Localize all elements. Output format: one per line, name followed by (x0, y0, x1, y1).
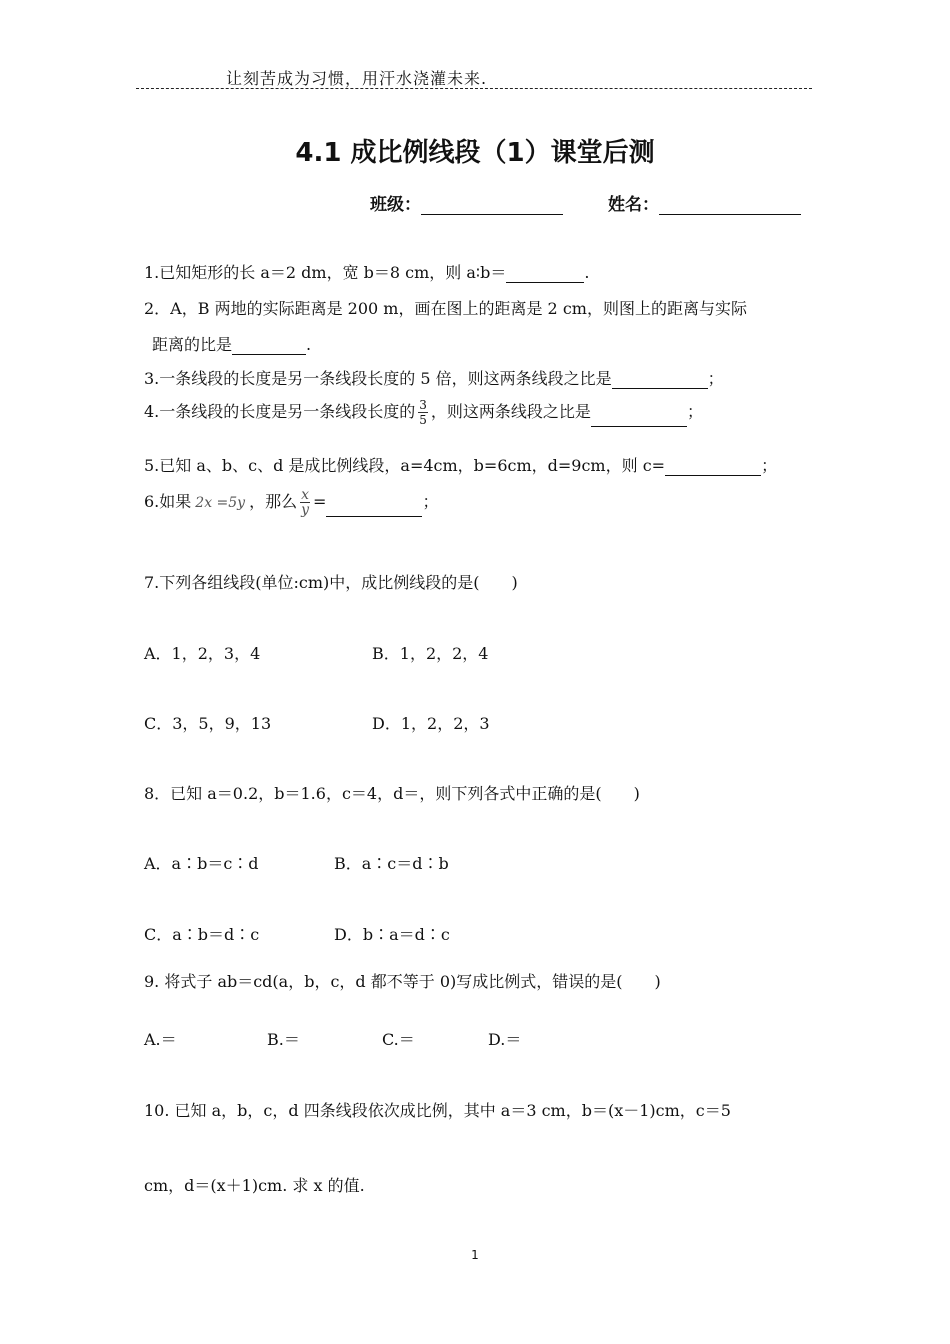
question-4-end: ； (686, 402, 703, 421)
question-1-end: . (584, 263, 590, 282)
question-3 (144, 366, 724, 389)
question-7-option-b[interactable]: B．1，2，2，4 (372, 644, 489, 663)
question-4 (144, 398, 703, 427)
name-label: 姓名： (608, 195, 659, 215)
question-10-line1: 10. 已知 a，b，c，d 四条线段依次成比例，其中 a＝3 cm，b＝(x－1)cm，c＝5 (144, 1101, 731, 1120)
question-8: 8．已知 a＝0.2，b＝1.6，c＝4，d＝，则下列各式中正确的是( ) (144, 784, 640, 803)
question-10-line2: cm，d＝(x＋1)cm. 求 x 的值. (144, 1176, 365, 1195)
class-field (370, 190, 563, 215)
fraction-x-y (300, 488, 310, 517)
fraction-3-5 (418, 398, 428, 427)
fraction-denominator: y (301, 502, 310, 518)
question-2-line1: 2．A，B 两地的实际距离是 200 m，画在图上的距离是 2 cm，则图上的距离与实际 (144, 299, 747, 318)
question-9-option-d[interactable]: D.＝ (488, 1030, 522, 1049)
question-6-end: ； (422, 492, 439, 511)
question-9-option-b[interactable]: B.＝ (267, 1030, 300, 1049)
question-2-end: . (306, 335, 312, 354)
question-4-text-cont: ，则这两条线段之比是 (430, 402, 591, 421)
question-6-text-cont: ，那么 (249, 492, 298, 511)
question-8-option-c[interactable]: C．a∶b＝d∶c (144, 925, 260, 944)
question-6-text: 6.如果 (144, 492, 192, 511)
question-5 (144, 453, 777, 476)
question-9: 9. 将式子 ab＝cd(a，b，c，d 都不等于 0)写成比例式，错误的是( ) (144, 972, 661, 991)
fraction-numerator: x (301, 487, 310, 503)
equals-sign: = (313, 492, 327, 511)
header-motto: 让刻苦成为习惯，用汗水浇灌未来. (226, 69, 488, 88)
question-7-option-d[interactable]: D．1，2，2，3 (372, 714, 490, 733)
name-blank[interactable] (659, 196, 801, 215)
question-8-option-d[interactable]: D．b∶a＝d∶c (334, 925, 450, 944)
answer-blank-5[interactable] (665, 459, 761, 476)
question-2-text: 距离的比是 (152, 335, 233, 354)
answer-blank-2[interactable] (232, 338, 306, 355)
question-5-end: ； (761, 456, 778, 475)
question-1-text: 1.已知矩形的长 a＝2 dm，宽 b＝8 cm，则 a∶b＝ (144, 263, 507, 282)
class-label: 班级： (370, 195, 421, 215)
question-4-text: 4.一条线段的长度是另一条线段长度的 (144, 402, 416, 421)
question-9-option-c[interactable]: C.＝ (382, 1030, 415, 1049)
fraction-numerator: 3 (419, 398, 427, 412)
question-8-option-a[interactable]: A．a∶b＝c∶d (144, 854, 259, 873)
equation-2x-5y: 2x =5y (195, 495, 246, 511)
name-field (608, 190, 801, 215)
question-7-option-a[interactable]: A．1，2，3，4 (144, 644, 261, 663)
question-8-option-b[interactable]: B．a∶c＝d∶b (334, 854, 449, 873)
answer-blank-6[interactable] (326, 500, 422, 517)
answer-blank-4[interactable] (591, 410, 687, 427)
header-divider (136, 88, 812, 89)
question-3-end: ； (707, 369, 724, 388)
answer-blank-3[interactable] (612, 372, 708, 389)
fraction-denominator: 5 (419, 413, 427, 427)
class-blank[interactable] (421, 196, 563, 215)
question-6 (144, 488, 438, 517)
question-2-line2 (152, 332, 311, 355)
question-3-text: 3.一条线段的长度是另一条线段长度的 5 倍，则这两条线段之比是 (144, 369, 612, 388)
question-1 (144, 260, 589, 283)
page-number: 1 (471, 1248, 479, 1262)
question-5-text: 5.已知 a、b、c、d 是成比例线段，a=4cm，b=6cm，d=9cm，则 c= (144, 456, 666, 475)
question-9-option-a[interactable]: A.＝ (144, 1030, 177, 1049)
page-title: 4.1 成比例线段（1）课堂后测 (295, 138, 655, 168)
question-7: 7.下列各组线段(单位:cm)中，成比例线段的是( ) (144, 573, 518, 592)
question-7-option-c[interactable]: C．3，5，9，13 (144, 714, 272, 733)
answer-blank-1[interactable] (506, 266, 584, 283)
